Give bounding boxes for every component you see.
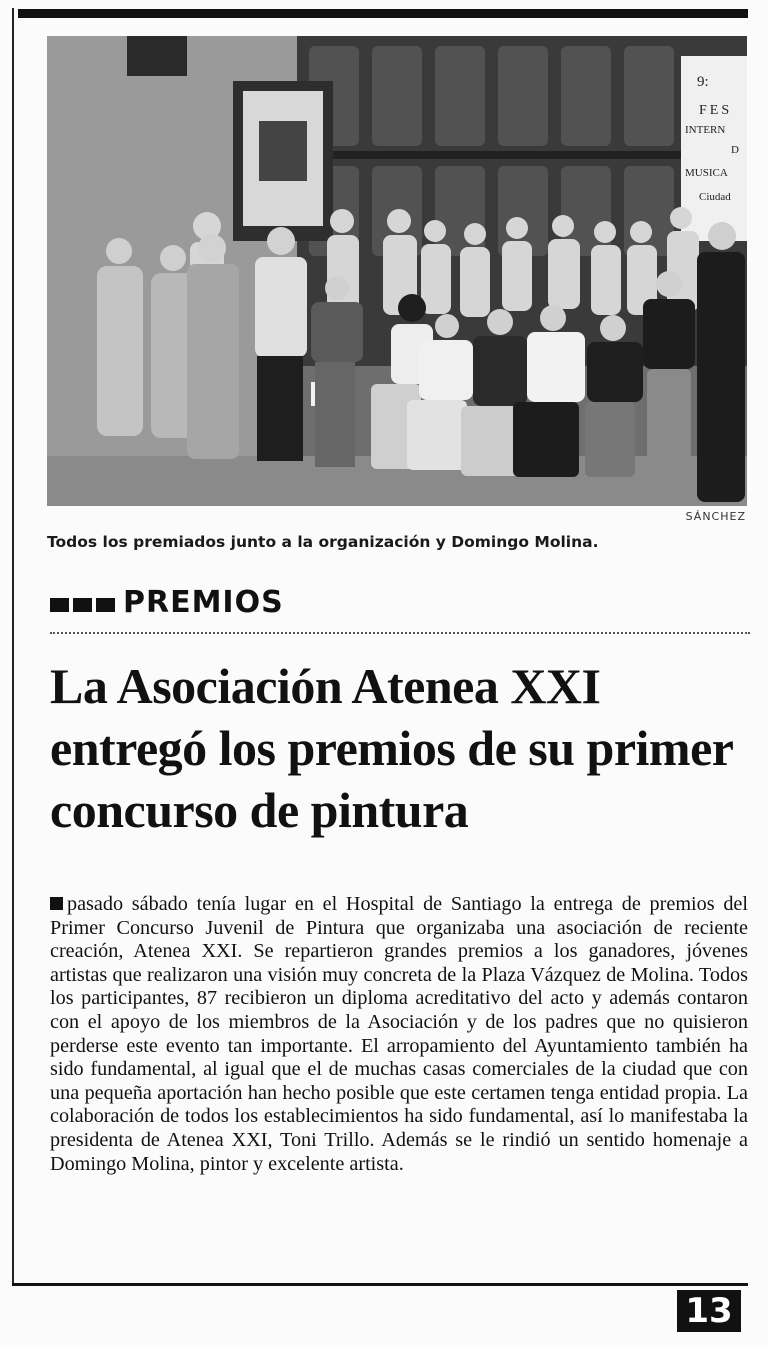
poster-line-5: Ciudad bbox=[699, 191, 731, 203]
group-photo bbox=[47, 36, 747, 506]
section-kicker bbox=[50, 582, 284, 622]
dotted-divider bbox=[50, 632, 750, 634]
poster-line-3: D bbox=[731, 144, 739, 156]
headline: La Asociación Atenea XXI entregó los premios de su primer concurso de pintura bbox=[50, 658, 733, 838]
left-column-rule bbox=[12, 8, 14, 1283]
article-text: pasado sábado tenía lugar en el Hospital de Santiago la entrega de premios del Primer Concurso Juvenil de Pintura que organizaba una asociación de reciente creación, Atenea XXI. Se repartieron grandes premios a los ganadores, jóvenes artistas que realizaron una visión muy concreta de la Plaza Vázquez de Molina. Todos los participantes, 87 recibieron un diploma acreditativo del acto y además contaron con el apoyo de los miembros de la Asociación y de los padres que no quisieron perderse este evento tan importante. El arropamiento del Ayuntamiento también ha sido fundamental, al igual que el de muchas casas comerciales de la ciudad que con una pequeña aportación han hecho posible que este certamen tenga entidad propia. La colaboración de todos los establecimientos ha sido fundamental, así lo manifestaba la presidenta de Atenea XXI, Toni Trillo. Además se le rindió un sentido homenaje a Domingo Molina, pintor y excelente artista. bbox=[50, 893, 748, 1175]
page-number: 13 bbox=[677, 1290, 741, 1332]
square-bullet-icon bbox=[50, 598, 69, 612]
svg-text:9:: 9: bbox=[697, 74, 709, 90]
photo-caption: Todos los premiados junto a la organización y Domingo Molina. bbox=[47, 533, 599, 551]
bottom-rule bbox=[12, 1283, 748, 1286]
poster-line-4: MUSICA bbox=[685, 167, 728, 179]
poster-line-2: INTERN bbox=[685, 124, 726, 136]
square-bullet-icon bbox=[73, 598, 92, 612]
square-bullet-icon bbox=[96, 598, 115, 612]
section-label: PREMIOS bbox=[123, 584, 284, 620]
article-body bbox=[50, 893, 748, 1176]
square-bullet-icon bbox=[50, 897, 63, 910]
top-rule bbox=[18, 9, 748, 18]
poster-line-1: FES bbox=[699, 103, 733, 118]
photo-credit: SÁNCHEZ bbox=[685, 510, 746, 523]
